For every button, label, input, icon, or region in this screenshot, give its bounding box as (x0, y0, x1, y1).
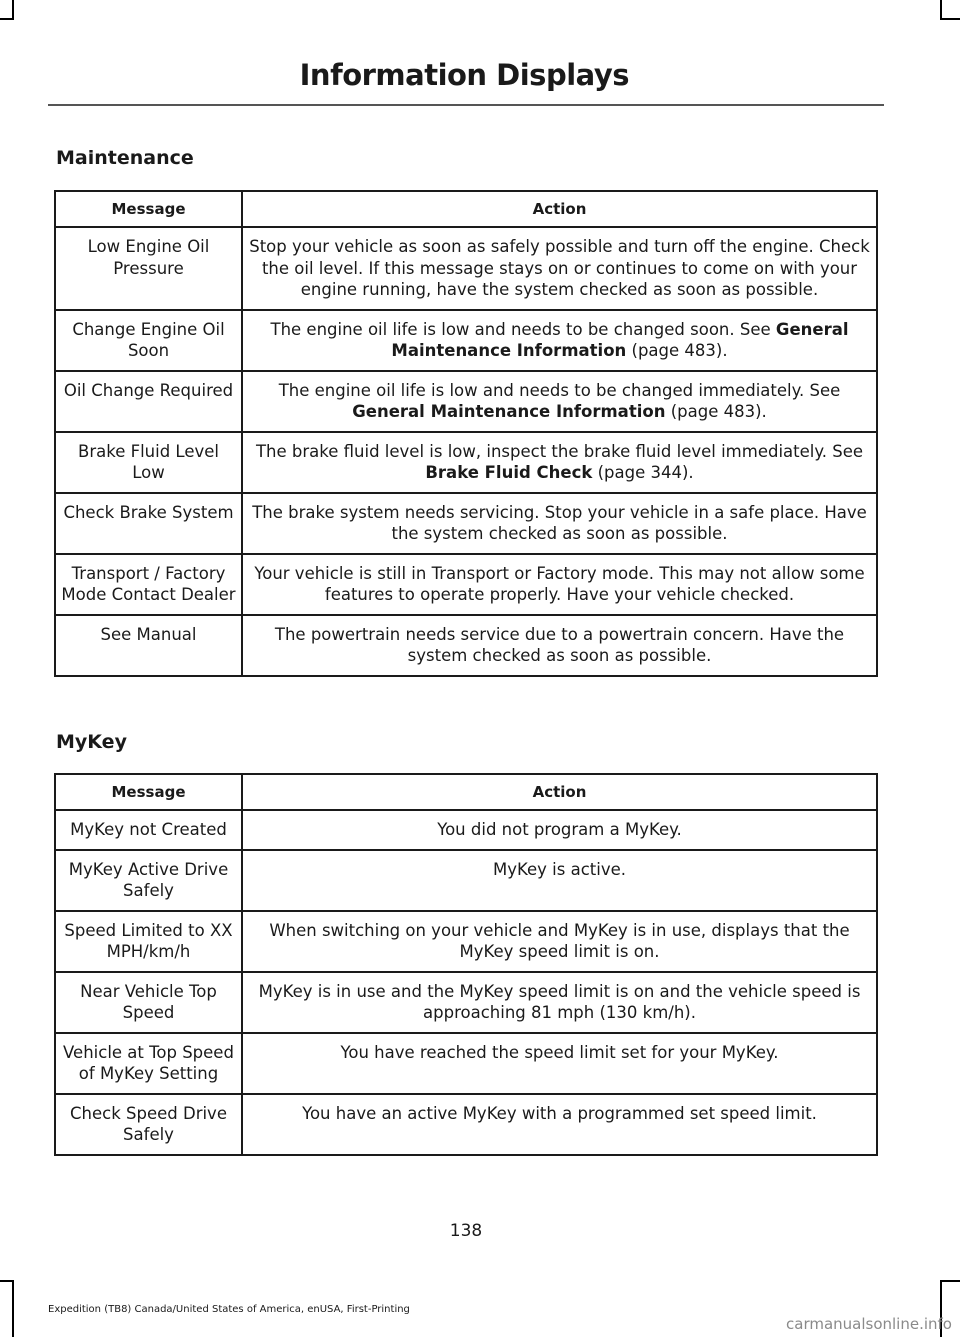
action-cell (242, 432, 877, 493)
cross-reference-link[interactable]: Brake Fluid Check (425, 463, 593, 482)
message-cell: MyKey Active Drive Safely (55, 850, 242, 911)
action-cell: The powertrain needs service due to a powertrain concern. Have the system checked as soon as possible. (242, 615, 877, 676)
action-text: The engine oil life is low and needs to be changed soon. See (270, 319, 776, 339)
column-header-action: Action (242, 191, 877, 227)
table-header-row (55, 774, 877, 810)
message-cell: Check Brake System (55, 493, 242, 554)
action-cell (242, 371, 877, 432)
page-reference: (page 344). (592, 463, 694, 482)
maintenance-table (54, 190, 878, 677)
action-cell: When switching on your vehicle and MyKey is in use, displays that the MyKey speed limit is on. (242, 911, 877, 972)
message-cell: Brake Fluid Level Low (55, 432, 242, 493)
message-cell: Oil Change Required (55, 371, 242, 432)
watermark: carmanualsonline.info (786, 1315, 952, 1333)
page-title: Information Displays (299, 58, 629, 92)
message-cell: MyKey not Created (55, 810, 242, 850)
table-header-row (55, 191, 877, 227)
table-row (55, 1033, 877, 1094)
cross-reference-link[interactable]: General Maintenance Information (391, 319, 849, 360)
action-cell: You did not program a MyKey. (242, 810, 877, 850)
column-header-message: Message (55, 191, 242, 227)
page-reference: (page 483). (626, 341, 728, 360)
crop-mark (0, 18, 14, 20)
action-cell: You have an active MyKey with a programmed set speed limit. (242, 1094, 877, 1155)
crop-mark (940, 1280, 960, 1282)
table-row (55, 371, 877, 432)
message-cell: Change Engine Oil Soon (55, 310, 242, 371)
action-text: The engine oil life is low and needs to be changed immediately. See (278, 380, 841, 400)
crop-mark (0, 1280, 14, 1282)
table-row (55, 493, 877, 554)
action-cell: The brake system needs servicing. Stop your vehicle in a safe place. Have the system checked as soon as possible. (242, 493, 877, 554)
footer-edition-info: Expedition (TB8) Canada/United States of America, enUSA, First-Printing (48, 1304, 410, 1315)
table-row (55, 615, 877, 676)
page-number: 138 (449, 1221, 483, 1241)
table-row (55, 850, 877, 911)
message-cell: Speed Limited to XX MPH/km/h (55, 911, 242, 972)
action-cell (242, 310, 877, 371)
action-cell: You have reached the speed limit set for your MyKey. (242, 1033, 877, 1094)
action-cell: Your vehicle is still in Transport or Factory mode. This may not allow some features to operate properly. Have your vehicle checked. (242, 554, 877, 615)
crop-mark (12, 0, 14, 20)
section-title-maintenance: Maintenance (56, 147, 194, 169)
action-text: The brake fluid level is low, inspect the brake fluid level immediately. See (255, 441, 864, 461)
cross-reference-link[interactable]: General Maintenance Information (352, 402, 666, 421)
crop-mark (940, 18, 960, 20)
table-row (55, 432, 877, 493)
message-cell: Transport / Factory Mode Contact Dealer (55, 554, 242, 615)
page-reference: (page 483). (665, 402, 767, 421)
message-cell: Near Vehicle Top Speed (55, 972, 242, 1033)
table-row (55, 310, 877, 371)
column-header-action: Action (242, 774, 877, 810)
table-row (55, 972, 877, 1033)
message-cell: See Manual (55, 615, 242, 676)
action-cell: MyKey is in use and the MyKey speed limit is on and the vehicle speed is approaching 81 mph (130 km/h). (242, 972, 877, 1033)
action-cell: Stop your vehicle as soon as safely possible and turn off the engine. Check the oil level. If this message stays on or continues to come on with your engine running, have the system checked as soon as possible. (242, 227, 877, 310)
column-header-message: Message (55, 774, 242, 810)
header-divider (48, 104, 884, 106)
table-row (55, 227, 877, 310)
message-cell: Check Speed Drive Safely (55, 1094, 242, 1155)
crop-mark (940, 0, 942, 20)
message-cell: Vehicle at Top Speed of MyKey Setting (55, 1033, 242, 1094)
table-row (55, 810, 877, 850)
crop-mark (12, 1280, 14, 1337)
mykey-table (54, 773, 878, 1156)
table-row (55, 554, 877, 615)
action-cell: MyKey is active. (242, 850, 877, 911)
table-row (55, 911, 877, 972)
section-title-mykey: MyKey (56, 731, 127, 753)
table-row (55, 1094, 877, 1155)
message-cell: Low Engine Oil Pressure (55, 227, 242, 310)
